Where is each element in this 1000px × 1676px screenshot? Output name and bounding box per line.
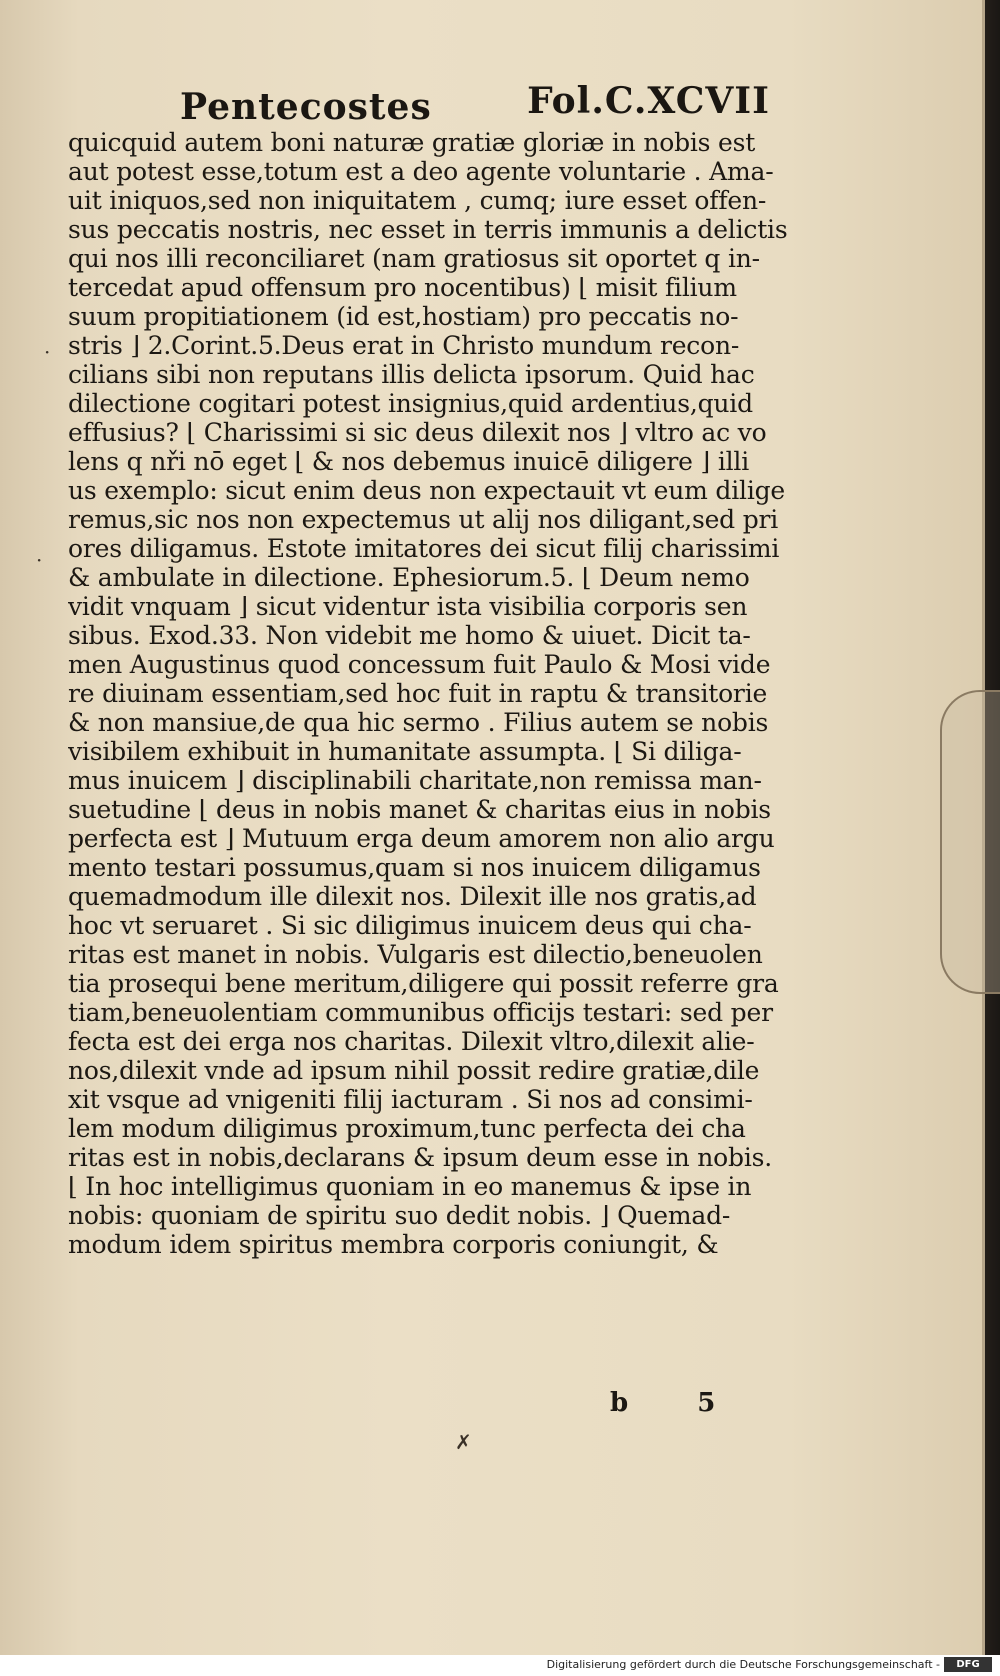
text-line: fecta est dei erga nos charitas. Dilexit vltro,dilexit alie- <box>68 1027 755 1056</box>
text-line: modum idem spiritus membra corporis coniungit, & <box>68 1230 719 1259</box>
page-fold-marker <box>940 690 1000 994</box>
text-line: suetudine ⌊ deus in nobis manet & charitas eius in nobis <box>68 795 771 824</box>
folio-number: Fol.C.XCVII <box>527 80 770 122</box>
text-line: us exemplo: sicut enim deus non expectauit vt eum dilige <box>68 476 786 505</box>
running-title: Pentecostes <box>180 86 432 128</box>
text-line: hoc vt seruaret . Si sic diligimus inuicem deus qui cha- <box>68 911 752 940</box>
body-text <box>68 128 788 1259</box>
text-line: lem modum diligimus proximum,tunc perfecta dei cha <box>68 1114 746 1143</box>
text-line: vidit vnquam ⌋ sicut videntur ista visibilia corporis sen <box>68 592 748 621</box>
text-line: sus peccatis nostris, nec esset in terris immunis a delictis <box>68 215 788 244</box>
text-line: mento testari possumus,quam si nos inuicem diligamus <box>68 853 761 882</box>
text-line: mus inuicem ⌋ disciplinabili charitate,non remissa man- <box>68 766 762 795</box>
text-line: nos,dilexit vnde ad ipsum nihil possit redire gratiæ,dile <box>68 1056 760 1085</box>
text-line: & ambulate in dilectione. Ephesiorum.5. ⌊ Deum nemo <box>68 563 750 592</box>
text-line: uit iniquos,sed non iniquitatem , cumq; iure esset offen- <box>68 186 767 215</box>
signature-mark: b 5 <box>610 1388 746 1418</box>
text-line: ⌊ In hoc intelligimus quoniam in eo manemus & ipse in <box>68 1172 752 1201</box>
dfg-logo: DFG <box>944 1657 992 1672</box>
margin-mark: · <box>44 340 51 364</box>
text-line: cilians sibi non reputans illis delicta ipsorum. Quid hac <box>68 360 755 389</box>
text-line: re diuinam essentiam,sed hoc fuit in raptu & transitorie <box>68 679 768 708</box>
text-line: nobis: quoniam de spiritu suo dedit nobis. ⌋ Quemad- <box>68 1201 731 1230</box>
ink-blot: ✗ <box>455 1430 472 1454</box>
text-line: ritas est in nobis,declarans & ipsum deum esse in nobis. <box>68 1143 772 1172</box>
text-line: aut potest esse,totum est a deo agente voluntarie . Ama- <box>68 157 774 186</box>
text-line: stris ⌋ 2.Corint.5.Deus erat in Christo mundum recon- <box>68 331 740 360</box>
text-line: effusius? ⌊ Charissimi si sic deus dilexit nos ⌋ vltro ac vo <box>68 418 767 447</box>
text-line: quicquid autem boni naturæ gratiæ gloriæ in nobis est <box>68 128 756 157</box>
text-line: ores diligamus. Estote imitatores dei sicut filij charissimi <box>68 534 780 563</box>
text-line: perfecta est ⌋ Mutuum erga deum amorem non alio argu <box>68 824 775 853</box>
text-line: visibilem exhibuit in humanitate assumpta. ⌊ Si diliga- <box>68 737 742 766</box>
margin-mark: · <box>36 548 43 572</box>
text-line: men Augustinus quod concessum fuit Paulo & Mosi vide <box>68 650 771 679</box>
text-line: dilectione cogitari potest insignius,quid ardentius,quid <box>68 389 753 418</box>
page-header <box>170 80 770 130</box>
text-line: tia prosequi bene meritum,diligere qui possit referre gra <box>68 969 779 998</box>
text-line: lens q nři nō eget ⌊ & nos debemus inuicē diligere ⌋ illi <box>68 447 750 476</box>
text-line: tiam,beneuolentiam communibus officijs testari: sed per <box>68 998 773 1027</box>
text-line: ritas est manet in nobis. Vulgaris est dilectio,beneuolen <box>68 940 763 969</box>
text-line: remus,sic nos non expectemus ut alij nos diligant,sed pri <box>68 505 779 534</box>
footer-bar <box>0 1655 1000 1676</box>
text-line: sibus. Exod.33. Non videbit me homo & uiuet. Dicit ta- <box>68 621 751 650</box>
text-line: tercedat apud offensum pro nocentibus) ⌊ misit filium <box>68 273 737 302</box>
text-line: suum propitiationem (id est,hostiam) pro peccatis no- <box>68 302 739 331</box>
text-line: qui nos illi reconciliaret (nam gratiosus sit oportet q in- <box>68 244 760 273</box>
text-line: quemadmodum ille dilexit nos. Dilexit ille nos gratis,ad <box>68 882 757 911</box>
text-line: & non mansiue,de qua hic sermo . Filius autem se nobis <box>68 708 769 737</box>
footer-credit: Digitalisierung gefördert durch die Deutsche Forschungsgemeinschaft - <box>546 1658 940 1671</box>
text-line: xit vsque ad vnigeniti filij iacturam . Si nos ad consimi- <box>68 1085 753 1114</box>
